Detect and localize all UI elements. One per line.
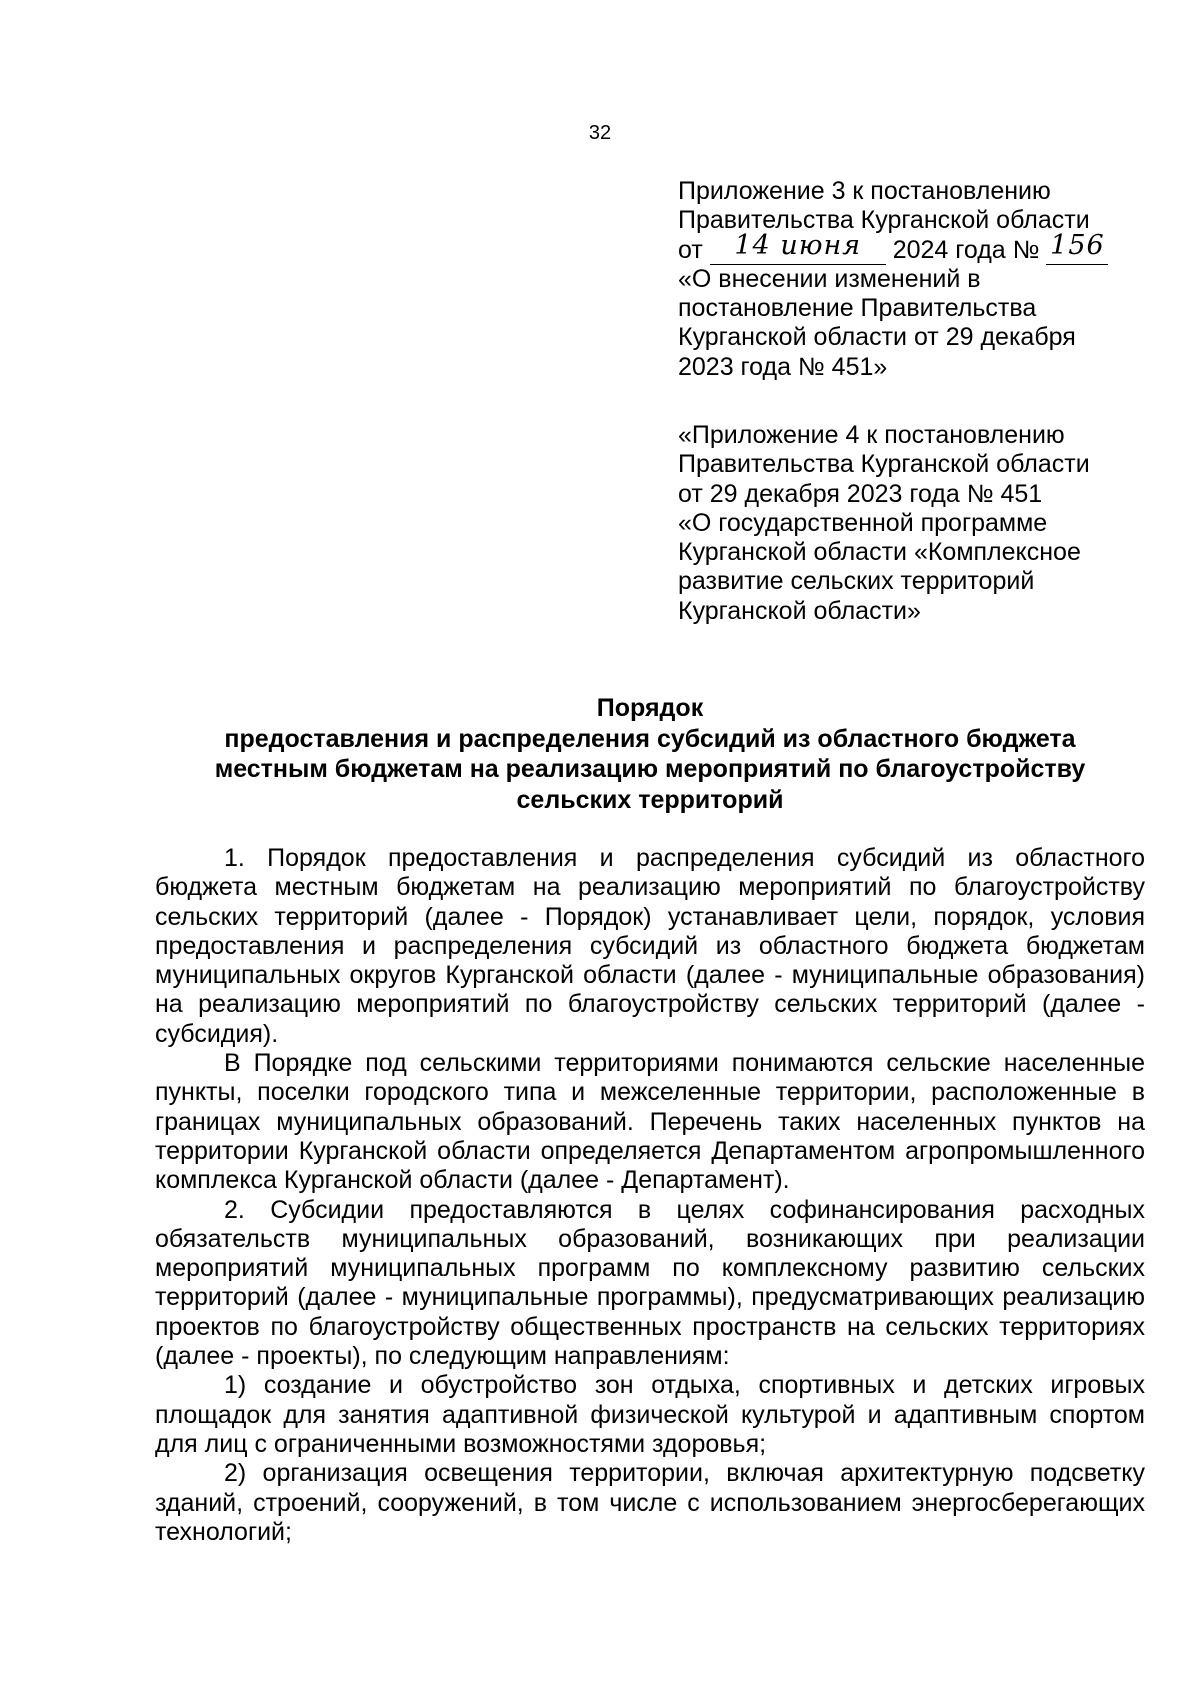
title-line: местным бюджетам на реализацию мероприятий по благоустройству	[214, 755, 1086, 783]
appendix-line: Приложение 3 к постановлению	[678, 177, 1051, 205]
appendix-line: «Приложение 4 к постановлению	[678, 421, 1065, 449]
appendix-line: «О внесении изменений в	[678, 264, 981, 293]
appendix-line: 2023 года № 451»	[678, 352, 888, 381]
document-body	[155, 844, 1145, 1547]
handwritten-number	[1046, 229, 1108, 265]
appendix-line: постановление Правительства	[678, 294, 1037, 323]
appendix-line: Правительства Курганской области	[678, 206, 1090, 235]
appendix-line: Курганской области от 29 декабря	[678, 323, 1076, 352]
title-line: сельских территорий	[516, 785, 784, 814]
appendix-header	[678, 177, 1148, 382]
appendix-line: от 29 декабря 2023 года № 451	[678, 479, 1043, 508]
date-prefix: от	[678, 235, 703, 264]
handwritten-date	[710, 229, 886, 265]
paragraph: 2. Субсидии предоставляются в целях софинансирования расходных обязательств муниципальных образований, возникающих при реализации мероприятий муниципальных программ по комплексному развитию сельских территорий (далее - муниципальные программы), предусматривающих реализацию проектов по благоустройству общественных пространств на сельских территориях (далее - проекты), по следующим направлениям:	[155, 1195, 1145, 1371]
year-text: 2024 года №	[892, 235, 1040, 264]
appendix-line: Правительства Курганской области	[678, 450, 1090, 479]
paragraph: 1) создание и обустройство зон отдыха, спортивных и детских игровых площадок для занятия адаптивной физической культурой и адаптивным спортом для лиц с ограниченными возможностями здоровья;	[155, 1371, 1145, 1458]
paragraph: В Порядке под сельскими территориями понимаются сельские населенные пункты, поселки городского типа и межселенные территории, расположенные в границах муниципальных образований. Перечень таких населенных пунктов на территории Курганской области определяется Департаментом агропромышленного комплекса Курганской области (далее - Департамент).	[155, 1049, 1145, 1195]
title-line: предоставления и распределения субсидий из областного бюджета	[224, 724, 1076, 753]
title-line: Порядок	[596, 694, 704, 722]
document-title	[150, 693, 1150, 815]
handwritten-number-text: 156	[1050, 229, 1105, 261]
appendix-reference	[678, 421, 1148, 626]
handwritten-date-text: 14 июня	[734, 229, 862, 261]
paragraph: 1. Порядок предоставления и распределения субсидий из областного бюджета местным бюджетам на реализацию мероприятий по благоустройству сельских территорий (далее - Порядок) устанавливает цели, порядок, условия предоставления и распределения субсидий из областного бюджета бюджетам муниципальных округов Курганской области (далее - муниципальные образования) на реализацию мероприятий по благоустройству сельских территорий (далее - субсидия).	[155, 844, 1145, 1048]
appendix-date-line	[678, 229, 1148, 265]
appendix-line: «О государственной программе	[678, 508, 1048, 537]
page-number: 32	[588, 122, 612, 144]
paragraph: 2) организация освещения территории, включая архитектурную подсветку зданий, строений, сооружений, в том числе с использованием энергосберегающих технологий;	[155, 1459, 1145, 1546]
appendix-line: Курганской области «Комплексное	[678, 538, 1081, 567]
appendix-line: Курганской области»	[678, 596, 921, 625]
appendix-line: развитие сельских территорий	[678, 567, 1035, 596]
